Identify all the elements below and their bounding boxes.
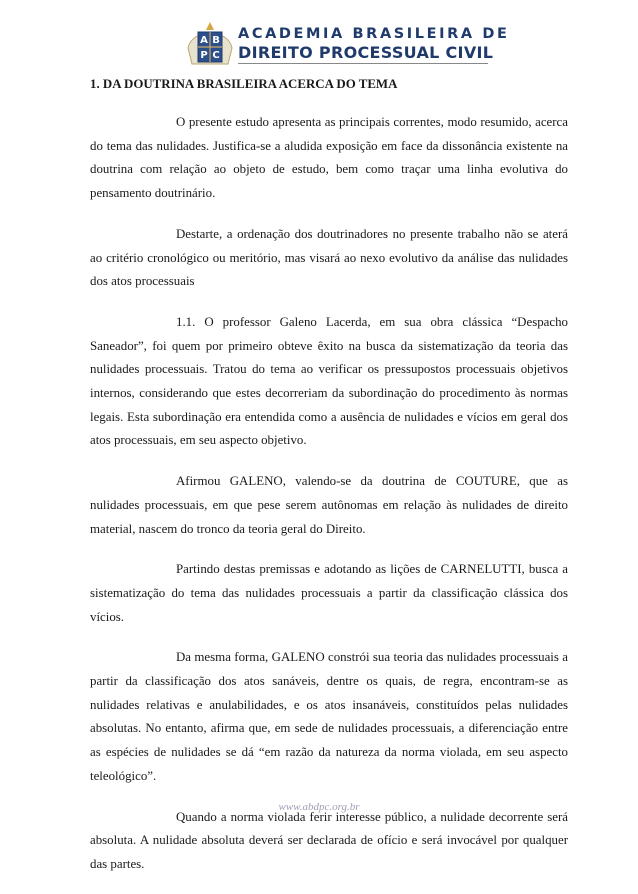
logo-letter-b: B	[212, 35, 220, 46]
footer-url[interactable]: www.abdpc.org.br	[278, 801, 360, 813]
brand-line-2: DIREITO PROCESSUAL CIVIL	[238, 43, 494, 62]
brand-name	[238, 26, 510, 62]
header-divider	[238, 63, 488, 64]
paragraph-5: Partindo destas premissas e adotando as lições de CARNELUTTI, busca a sistematização do tema das nulidades processuais a partir da classificação clássica dos vícios.	[90, 562, 568, 624]
paragraph-6: Da mesma forma, GALENO constrói sua teoria das nulidades processuais a partir da classificação dos atos sanáveis, dentre os quais, de regra, encontram-se as nulidades relativas e anulabilidades, e os atos insanáveis, constituídos pelas nulidades absolutas. No entanto, afirma que, em sede de nulidades processuais, a diferenciação entre as espécies de nulidades se dá “em razão da natureza da norma violada, em seu aspecto teleológico”.	[90, 650, 568, 783]
page-header	[180, 14, 510, 64]
logo-letter-p: P	[200, 50, 208, 61]
paragraph-7: Quando a norma violada ferir interesse público, a nulidade decorrente será absoluta. A nulidade absoluta deverá ser declarada de ofício e será invocável por qualquer das partes.	[90, 809, 568, 871]
section-title: 1. DA DOUTRINA BRASILEIRA ACERCA DO TEMA	[90, 77, 398, 91]
paragraph-4: Afirmou GALENO, valendo-se da doutrina de COUTURE, que as nulidades processuais, em que pese serem autônomas em relação às nulidades de direito material, nascem do tronco da teoria geral do Direito.	[90, 474, 568, 536]
paragraph-1: O presente estudo apresenta as principais correntes, modo resumido, acerca do tema das nulidades. Justifica-se a aludida exposição em face da dissonância existente na doutrina com relação ao objeto de estudo, bem como traçar uma linha evolutiva do pensamento doutrinário.	[90, 115, 568, 201]
logo-letter-a: A	[200, 35, 208, 46]
brand-line-1: ACADEMIA BRASILEIRA DE	[238, 26, 510, 42]
document-body	[90, 72, 568, 894]
logo-letter-c: C	[212, 50, 220, 61]
paragraph-2: Destarte, a ordenação dos doutrinadores no presente trabalho não se aterá ao critério cronológico ou meritório, mas visará ao nexo evolutivo da análise das nulidades dos atos processuais	[90, 226, 568, 289]
academy-logo	[184, 18, 236, 70]
paragraph-3: 1.1. O professor Galeno Lacerda, em sua obra clássica “Despacho Saneador”, foi quem por primeiro obteve êxito na busca da sistematização da teoria das nulidades processuais. Tratou do tema ao verificar os pressupostos processuais objetivos internos, considerando que estes decorreriam da subordinação do procedimento às normas legais. Esta subordinação era entendida como a ausência de nulidades e vícios em geral dos atos processuais, em seu aspecto objetivo.	[90, 314, 568, 448]
